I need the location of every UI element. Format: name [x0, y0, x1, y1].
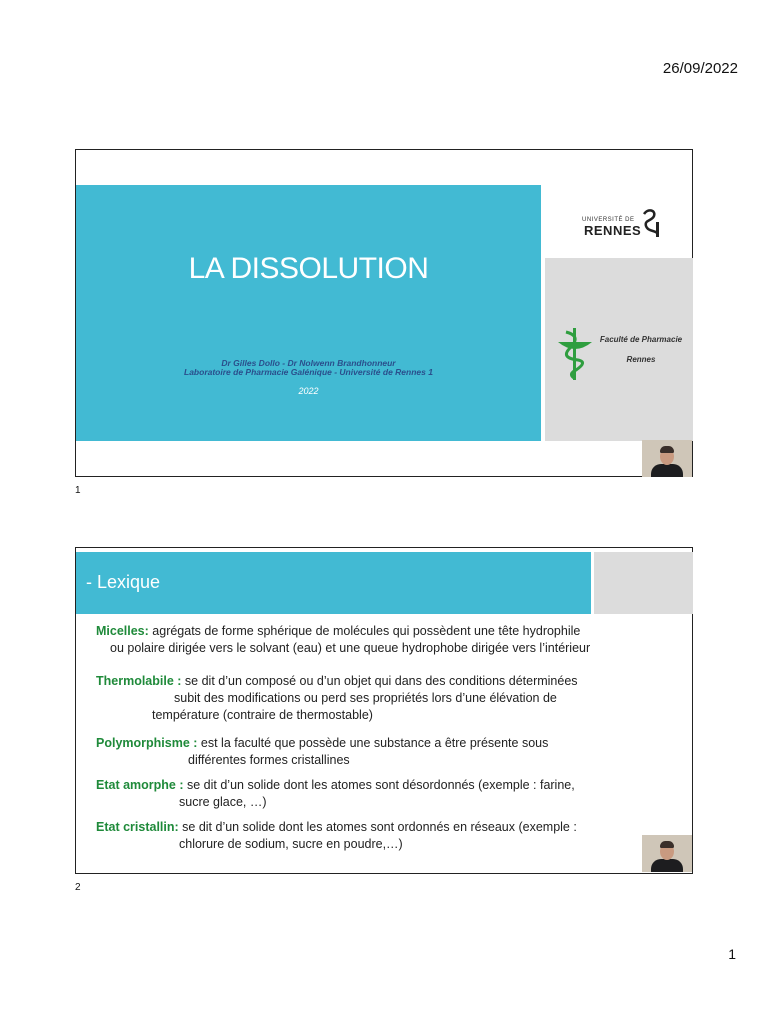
slide-title: LA DISSOLUTION [188, 252, 429, 285]
entry-text: se dit d’un solide dont les atomes sont ordonnés en réseaux (exemple : [178, 820, 577, 834]
entry-term: Thermolabile : [96, 674, 182, 688]
document-date: 26/09/2022 [662, 60, 738, 77]
entry-text-continued: subit des modifications ou perd ses propriétés lors d’une élévation de [174, 691, 557, 705]
faculty-label [591, 330, 691, 370]
page-number: 1 [728, 946, 736, 962]
lexicon-entry [96, 735, 682, 769]
entry-term: Polymorphisme : [96, 736, 198, 750]
entry-text: se dit d’un composé ou d’un objet qui dans des conditions déterminées [181, 674, 578, 688]
entry-text-continued: sucre glace, …) [179, 795, 267, 809]
entry-text: se dit d’un solide dont les atomes sont désordonnés (exemple : farine, [183, 778, 575, 792]
lexicon-entry [96, 673, 682, 724]
webcam-thumbnail [642, 835, 692, 872]
webcam-thumbnail [642, 440, 692, 477]
slide-2 [75, 547, 693, 874]
entry-term: Etat amorphe : [96, 778, 184, 792]
slide-number-2: 2 [75, 882, 81, 893]
lexicon-entry [96, 623, 682, 657]
logo-small-text: UNIVERSITÉ DE [582, 217, 635, 223]
lab-line: Laboratoire de Pharmacie Galénique - Université de Rennes 1 [184, 367, 433, 377]
entry-term: Micelles: [96, 624, 149, 638]
entry-text: est la faculté que possède une substance a être présente sous [197, 736, 549, 750]
lexicon-entry [96, 777, 682, 811]
logo-big-text: RENNES [584, 223, 642, 238]
logo-symbol-icon [640, 208, 662, 238]
slide-authors [76, 359, 541, 377]
faculty-city: Rennes [626, 355, 656, 364]
slide-heading: - Lexique [86, 572, 161, 592]
slide-1 [75, 149, 693, 477]
entry-term: Etat cristallin: [96, 820, 179, 834]
university-logo [582, 208, 662, 238]
lexicon-entry [96, 819, 682, 853]
entry-text: agrégats de forme sphérique de molécules qui possèdent une tête hydrophile [148, 624, 581, 638]
heading-side-panel [594, 552, 693, 614]
entry-text-continued: différentes formes cristallines [188, 753, 350, 767]
entry-text-continued: chlorure de sodium, sucre en poudre,…) [179, 837, 403, 851]
title-panel [76, 185, 541, 441]
faculty-name: Faculté de Pharmacie [599, 335, 683, 344]
authors-line: Dr Gilles Dollo - Dr Nolwenn Brandhonneur [221, 358, 396, 368]
entry-text-continued: température (contraire de thermostable) [152, 708, 373, 722]
slide-year: 2022 [298, 386, 319, 396]
entry-text-continued: ou polaire dirigée vers le solvant (eau) et une queue hydrophobe dirigée vers l’intérieur [110, 641, 591, 655]
slide-number-1: 1 [75, 485, 81, 496]
